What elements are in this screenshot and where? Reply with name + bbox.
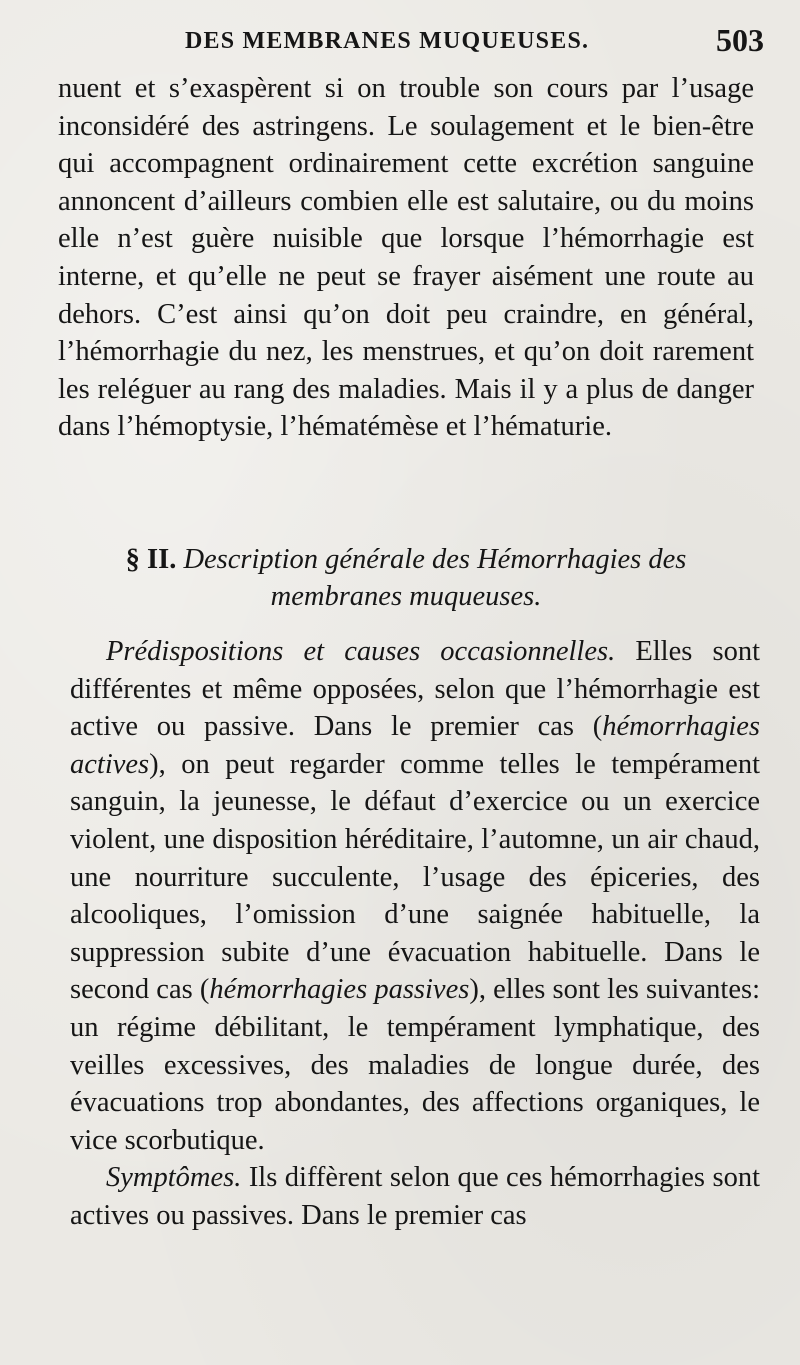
section-title: Description générale des Hémorrhagies des membranes muqueuses. <box>183 544 687 612</box>
page-number: 503 <box>716 22 764 58</box>
paragraph-symptoms-text: Ils diffèrent selon que ces hémorrhagies sont actives ou passives. Dans le premier cas <box>70 1162 760 1231</box>
body-text <box>70 633 760 1235</box>
paragraph-causes <box>70 633 760 1159</box>
running-head: DES MEMBRANES MUQUEUSES. <box>185 28 590 54</box>
paragraph-lead-causes: Prédispositions et causes occasionnelles. <box>106 636 616 667</box>
paragraph-symptoms <box>70 1159 760 1234</box>
paragraph-causes-text-2: ), on peut regarder comme telles le tempérament sanguin, la jeunesse, le défaut d’exercice ou un exercice violent, une disposition héréditaire, l’automne, un air chaud, une nourriture succulente, l’usage des épiceries, des alcooliques, l’omission d’une saignée habituelle, la suppression subite d’une évacuation habituelle. Dans le second cas ( <box>70 748 760 1006</box>
paragraph-causes-text-1: Elles sont différentes et même opposées, selon que l’hémorrhagie est active ou passive. Dans le premier cas ( <box>70 636 760 743</box>
paragraph-causes-text-3: ), elles sont les suivantes: un régime débilitant, le tempérament lymphatique, des veilles excessives, des maladies de longue durée, des évacuations trop abondantes, des affections organiques, le vice scorbutique. <box>70 974 760 1156</box>
term-passive-hemorrhages: hémorrhagies passives <box>209 974 470 1006</box>
section-number: § II. <box>125 544 177 575</box>
term-active-hemorrhages: hémorrhagies actives <box>70 711 760 780</box>
section-heading <box>58 541 754 615</box>
paragraph-continuation <box>58 70 754 446</box>
paragraph-lead-symptoms: Symptômes. <box>106 1162 242 1194</box>
paragraph-text: nuent et s’exaspèrent si on trouble son cours par l’usage inconsidéré des astringens. Le soulagement et le bien-être qui accompagnent ordinairement cette excrétion sanguine annoncent d’ailleurs combien elle est salutaire, ou du moins elle n’est guère nuisible que lorsque l’hémorrhagie est interne, et qu’elle ne peut se frayer aisément une route au dehors. C’est ainsi qu’on doit peu craindre, en général, l’hémorrhagie du nez, les menstrues, et qu’on doit rarement les reléguer au rang des maladies. Mais il y a plus de danger dans l’hémoptysie, l’hématémèse et l’hématurie. <box>58 73 754 443</box>
